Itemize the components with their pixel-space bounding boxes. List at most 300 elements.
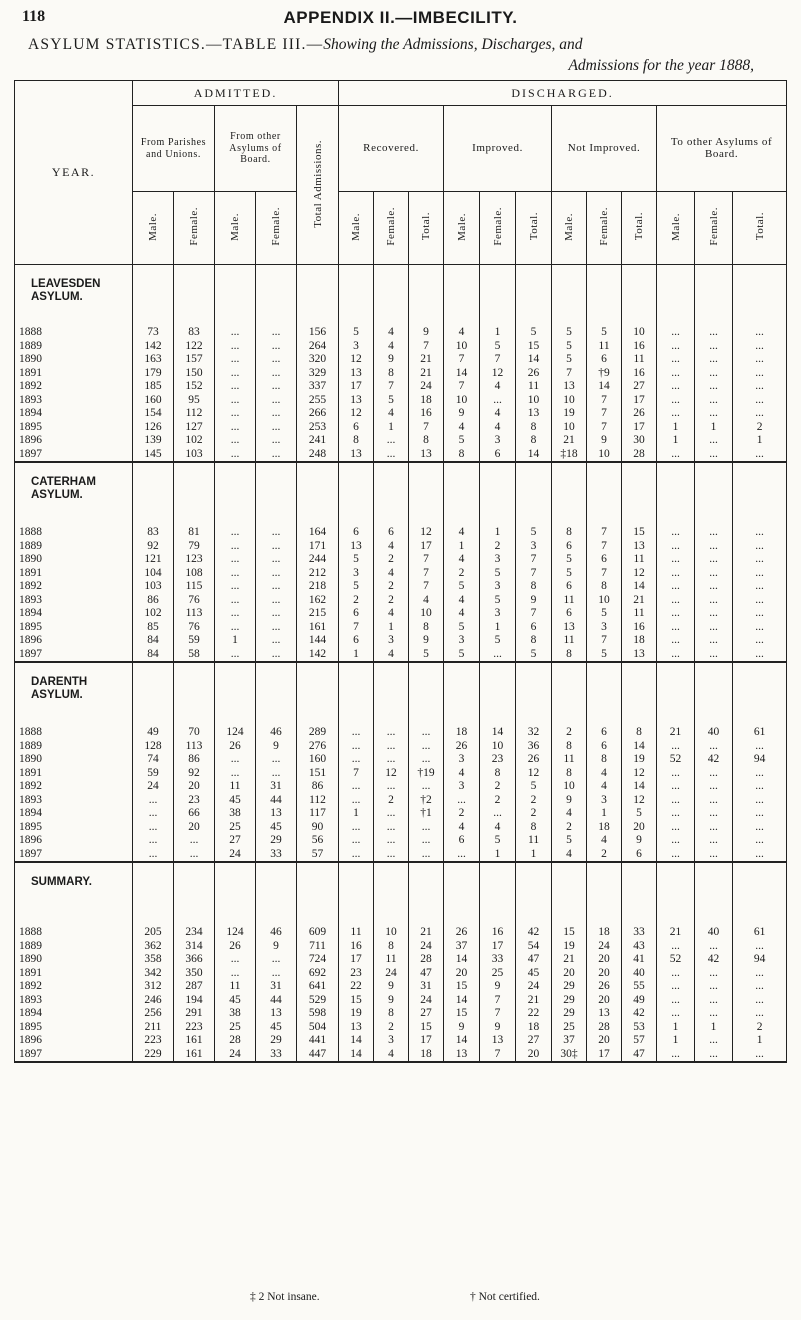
table-row	[15, 1048, 787, 1063]
value-cell: 20	[587, 994, 622, 1008]
value-cell: 56	[297, 834, 339, 848]
value-cell: 291	[174, 1007, 215, 1021]
value-cell: 11	[552, 634, 587, 648]
value-cell: ...	[657, 848, 695, 863]
value-cell: 171	[297, 540, 339, 554]
value-cell: ...	[133, 834, 174, 848]
table-row	[15, 367, 787, 381]
value-cell: 53	[622, 1021, 657, 1035]
value-cell: 11	[374, 953, 409, 967]
value-cell: 162	[297, 594, 339, 608]
empty-cell	[133, 462, 174, 526]
value-cell: 7	[587, 407, 622, 421]
value-cell: 31	[409, 980, 444, 994]
value-cell: 42	[516, 926, 552, 940]
value-cell: 1	[480, 848, 516, 863]
value-cell: 145	[133, 448, 174, 463]
empty-cell	[444, 862, 480, 926]
value-cell: ...	[256, 421, 297, 435]
value-cell: 2	[587, 848, 622, 863]
value-cell: 13	[339, 448, 374, 463]
table-row	[15, 940, 787, 954]
value-cell: ...	[215, 340, 256, 354]
value-cell: 5	[516, 326, 552, 340]
empty-cell	[174, 462, 215, 526]
value-cell: 13	[339, 1021, 374, 1035]
to-other-asylums-header: To other Asylums of Board.	[657, 106, 787, 192]
value-cell: 124	[215, 726, 256, 740]
value-cell: 14	[444, 1034, 480, 1048]
value-cell: ...	[657, 367, 695, 381]
value-cell: 156	[297, 326, 339, 340]
female-header: Female.	[480, 192, 516, 265]
value-cell: 4	[480, 407, 516, 421]
value-cell: ...	[695, 834, 733, 848]
value-cell: ...	[215, 421, 256, 435]
empty-cell	[622, 265, 657, 327]
table-row	[15, 740, 787, 754]
value-cell: 5	[552, 834, 587, 848]
value-cell: ...	[733, 1007, 787, 1021]
value-cell: 12	[516, 767, 552, 781]
empty-cell	[552, 265, 587, 327]
value-cell: ...	[695, 448, 733, 463]
value-cell: 1	[657, 421, 695, 435]
value-cell: 55	[622, 980, 657, 994]
year-cell: 1889	[15, 540, 133, 554]
value-cell: 18	[444, 726, 480, 740]
table-row	[15, 848, 787, 863]
empty-cell	[516, 662, 552, 726]
value-cell: 45	[215, 994, 256, 1008]
value-cell: 179	[133, 367, 174, 381]
value-cell: ...	[215, 580, 256, 594]
value-cell: 161	[174, 1048, 215, 1063]
value-cell: 11	[622, 353, 657, 367]
value-cell: ...	[409, 740, 444, 754]
total-admissions-header: Total Admissions.	[297, 106, 339, 265]
value-cell: ...	[657, 1048, 695, 1063]
value-cell: 4	[374, 567, 409, 581]
empty-cell	[256, 265, 297, 327]
value-cell: 5	[374, 394, 409, 408]
value-cell: ...	[339, 726, 374, 740]
value-cell: ...	[695, 407, 733, 421]
value-cell: ...	[256, 394, 297, 408]
value-cell: ...	[409, 726, 444, 740]
value-cell: 6	[587, 740, 622, 754]
value-cell: 5	[587, 326, 622, 340]
year-cell: 1888	[15, 326, 133, 340]
value-cell: 2	[374, 553, 409, 567]
value-cell: 46	[256, 726, 297, 740]
table-row	[15, 794, 787, 808]
year-cell: 1893	[15, 594, 133, 608]
value-cell: ...	[695, 967, 733, 981]
value-cell: 12	[622, 794, 657, 808]
asylum-statistics-table	[14, 80, 787, 1063]
value-cell: ...	[174, 848, 215, 863]
empty-cell	[480, 662, 516, 726]
value-cell: ...	[215, 753, 256, 767]
value-cell: 103	[174, 448, 215, 463]
value-cell: 11	[587, 340, 622, 354]
value-cell: 8	[587, 580, 622, 594]
male-header: Male.	[552, 192, 587, 265]
table-row	[15, 380, 787, 394]
value-cell: 16	[622, 367, 657, 381]
section-label: DARENTH ASYLUM.	[15, 662, 133, 726]
value-cell: ...	[256, 594, 297, 608]
value-cell: 20	[587, 1034, 622, 1048]
value-cell: ...	[256, 326, 297, 340]
value-cell: 18	[409, 1048, 444, 1063]
value-cell: 1	[657, 434, 695, 448]
value-cell: 4	[374, 607, 409, 621]
value-cell: 366	[174, 953, 215, 967]
value-cell: ...	[657, 821, 695, 835]
value-cell: 25	[480, 967, 516, 981]
value-cell: 5	[339, 580, 374, 594]
value-cell: 24	[409, 380, 444, 394]
value-cell: †9	[587, 367, 622, 381]
value-cell: 9	[552, 794, 587, 808]
value-cell: 18	[622, 634, 657, 648]
value-cell: 9	[256, 740, 297, 754]
table-row	[15, 526, 787, 540]
value-cell: 4	[587, 780, 622, 794]
value-cell: ...	[695, 621, 733, 635]
value-cell: 47	[409, 967, 444, 981]
value-cell: 45	[256, 821, 297, 835]
value-cell: 44	[256, 794, 297, 808]
year-cell: 1896	[15, 634, 133, 648]
value-cell: ...	[657, 448, 695, 463]
value-cell: 8	[552, 767, 587, 781]
value-cell: ...	[695, 980, 733, 994]
value-cell: ...	[657, 526, 695, 540]
table-row	[15, 326, 787, 340]
value-cell: 54	[516, 940, 552, 954]
empty-cell	[657, 862, 695, 926]
value-cell: 11	[552, 753, 587, 767]
value-cell: 16	[622, 340, 657, 354]
value-cell: ...	[256, 634, 297, 648]
value-cell: 5	[552, 326, 587, 340]
year-cell: 1893	[15, 794, 133, 808]
empty-cell	[552, 862, 587, 926]
value-cell: 4	[444, 326, 480, 340]
value-cell: ...	[256, 407, 297, 421]
value-cell: 38	[215, 1007, 256, 1021]
value-cell: 7	[587, 421, 622, 435]
value-cell: 26	[444, 740, 480, 754]
year-cell: 1894	[15, 607, 133, 621]
value-cell: 27	[516, 1034, 552, 1048]
value-cell: 5	[480, 567, 516, 581]
value-cell: 10	[444, 394, 480, 408]
value-cell: 124	[215, 926, 256, 940]
value-cell: ...	[733, 407, 787, 421]
value-cell: 121	[133, 553, 174, 567]
value-cell: ...	[657, 353, 695, 367]
value-cell: 12	[409, 526, 444, 540]
value-cell: 83	[174, 326, 215, 340]
value-cell: 84	[133, 634, 174, 648]
value-cell: ...	[657, 553, 695, 567]
value-cell: 15	[516, 340, 552, 354]
value-cell: 29	[552, 994, 587, 1008]
value-cell: 37	[552, 1034, 587, 1048]
value-cell: ...	[695, 767, 733, 781]
value-cell: 350	[174, 967, 215, 981]
value-cell: 20	[174, 780, 215, 794]
value-cell: ...	[733, 567, 787, 581]
value-cell: ...	[409, 753, 444, 767]
value-cell: 244	[297, 553, 339, 567]
value-cell: 9	[374, 980, 409, 994]
value-cell: 95	[174, 394, 215, 408]
value-cell: ...	[215, 326, 256, 340]
value-cell: ...	[256, 434, 297, 448]
value-cell: ...	[657, 567, 695, 581]
year-cell: 1894	[15, 807, 133, 821]
value-cell: ...	[695, 794, 733, 808]
value-cell: 16	[409, 407, 444, 421]
value-cell: 5	[516, 648, 552, 663]
table-row	[15, 580, 787, 594]
value-cell: 24	[516, 980, 552, 994]
section-label: SUMMARY.	[15, 862, 133, 926]
value-cell: 205	[133, 926, 174, 940]
value-cell: 9	[409, 326, 444, 340]
value-cell: ...	[374, 821, 409, 835]
empty-cell	[657, 265, 695, 327]
empty-cell	[409, 862, 444, 926]
value-cell: 289	[297, 726, 339, 740]
value-cell: 2	[374, 580, 409, 594]
value-cell: 4	[374, 340, 409, 354]
empty-cell	[657, 662, 695, 726]
value-cell: 2	[374, 1021, 409, 1035]
value-cell: 8	[516, 821, 552, 835]
value-cell: 108	[174, 567, 215, 581]
empty-cell	[409, 662, 444, 726]
value-cell: 13	[516, 407, 552, 421]
value-cell: ...	[733, 980, 787, 994]
value-cell: 7	[587, 634, 622, 648]
year-cell: 1897	[15, 648, 133, 663]
value-cell: ...	[133, 794, 174, 808]
value-cell: ...	[657, 607, 695, 621]
value-cell: 7	[480, 353, 516, 367]
value-cell: 504	[297, 1021, 339, 1035]
value-cell: ...	[256, 753, 297, 767]
table-row	[15, 448, 787, 463]
value-cell: 128	[133, 740, 174, 754]
total-header: Total.	[516, 192, 552, 265]
empty-cell	[339, 862, 374, 926]
value-cell: ‡18	[552, 448, 587, 463]
section-label: LEAVESDEN ASYLUM.	[15, 265, 133, 327]
value-cell: ...	[215, 380, 256, 394]
value-cell: 2	[516, 794, 552, 808]
value-cell: ...	[657, 980, 695, 994]
value-cell: ...	[339, 794, 374, 808]
admitted-header: ADMITTED.	[133, 81, 339, 106]
value-cell: 337	[297, 380, 339, 394]
empty-cell	[133, 265, 174, 327]
value-cell: 21	[657, 726, 695, 740]
value-cell: ...	[374, 780, 409, 794]
female-header: Female.	[587, 192, 622, 265]
value-cell: 11	[215, 780, 256, 794]
value-cell: 15	[339, 994, 374, 1008]
empty-cell	[622, 462, 657, 526]
value-cell: ...	[657, 794, 695, 808]
value-cell: 10	[552, 421, 587, 435]
table-row	[15, 621, 787, 635]
value-cell: 724	[297, 953, 339, 967]
value-cell: 17	[587, 1048, 622, 1063]
value-cell: ...	[657, 834, 695, 848]
value-cell: 7	[409, 421, 444, 435]
value-cell: 13	[339, 394, 374, 408]
value-cell: 11	[339, 926, 374, 940]
empty-cell	[552, 462, 587, 526]
value-cell: 13	[480, 1034, 516, 1048]
value-cell: 17	[339, 380, 374, 394]
value-cell: 6	[339, 421, 374, 435]
value-cell: 3	[480, 580, 516, 594]
value-cell: 86	[174, 753, 215, 767]
table-row	[15, 926, 787, 940]
value-cell: 24	[409, 994, 444, 1008]
value-cell: ...	[733, 621, 787, 635]
value-cell: 441	[297, 1034, 339, 1048]
value-cell: ...	[733, 834, 787, 848]
empty-cell	[409, 462, 444, 526]
value-cell: 90	[297, 821, 339, 835]
value-cell: 264	[297, 340, 339, 354]
value-cell: ...	[256, 967, 297, 981]
value-cell: 44	[256, 994, 297, 1008]
value-cell: 28	[587, 1021, 622, 1035]
value-cell: 5	[409, 648, 444, 663]
value-cell: ...	[256, 448, 297, 463]
value-cell: 17	[622, 394, 657, 408]
value-cell: 218	[297, 580, 339, 594]
empty-cell	[174, 862, 215, 926]
value-cell: ...	[133, 821, 174, 835]
value-cell: 5	[444, 648, 480, 663]
value-cell: 5	[516, 526, 552, 540]
year-cell: 1890	[15, 753, 133, 767]
value-cell: 86	[133, 594, 174, 608]
table-row	[15, 807, 787, 821]
value-cell: 6	[339, 526, 374, 540]
empty-cell	[695, 265, 733, 327]
value-cell: 1	[516, 848, 552, 863]
value-cell: 10	[552, 394, 587, 408]
value-cell: 126	[133, 421, 174, 435]
value-cell: 7	[587, 394, 622, 408]
value-cell: 255	[297, 394, 339, 408]
value-cell: 30	[622, 434, 657, 448]
value-cell: 16	[339, 940, 374, 954]
value-cell: ...	[256, 648, 297, 663]
value-cell: ...	[695, 940, 733, 954]
value-cell: 7	[409, 567, 444, 581]
total-header: Total.	[622, 192, 657, 265]
value-cell: †19	[409, 767, 444, 781]
value-cell: 14	[516, 353, 552, 367]
value-cell: 28	[215, 1034, 256, 1048]
empty-cell	[215, 662, 256, 726]
value-cell: ...	[657, 967, 695, 981]
value-cell: 47	[622, 1048, 657, 1063]
value-cell: 151	[297, 767, 339, 781]
value-cell: 8	[552, 526, 587, 540]
value-cell: 27	[215, 834, 256, 848]
value-cell: 4	[444, 594, 480, 608]
value-cell: ...	[733, 940, 787, 954]
value-cell: ...	[215, 367, 256, 381]
value-cell: 122	[174, 340, 215, 354]
footnotes	[0, 1291, 801, 1309]
value-cell: 2	[444, 567, 480, 581]
value-cell: ...	[215, 967, 256, 981]
value-cell: 12	[339, 407, 374, 421]
value-cell: ...	[733, 367, 787, 381]
value-cell: ...	[374, 807, 409, 821]
value-cell: 9	[444, 407, 480, 421]
year-cell: 1894	[15, 407, 133, 421]
footnote-not-certified: † Not certified.	[470, 1291, 540, 1303]
value-cell: ...	[215, 567, 256, 581]
table-title	[28, 34, 788, 76]
year-cell: 1895	[15, 1021, 133, 1035]
value-cell: 5	[552, 553, 587, 567]
year-cell: 1889	[15, 940, 133, 954]
value-cell: 329	[297, 367, 339, 381]
value-cell: 9	[622, 834, 657, 848]
recovered-header: Recovered.	[339, 106, 444, 192]
value-cell: 161	[174, 1034, 215, 1048]
value-cell: ...	[256, 607, 297, 621]
value-cell: 2	[552, 726, 587, 740]
empty-cell	[480, 265, 516, 327]
value-cell: ...	[657, 540, 695, 554]
value-cell: 19	[622, 753, 657, 767]
value-cell: 2	[480, 540, 516, 554]
value-cell: 256	[133, 1007, 174, 1021]
value-cell: 9	[444, 1021, 480, 1035]
value-cell: 5	[480, 634, 516, 648]
empty-cell	[695, 662, 733, 726]
empty-cell	[587, 662, 622, 726]
value-cell: 45	[256, 1021, 297, 1035]
footnote-not-insane: ‡ 2 Not insane.	[250, 1291, 320, 1303]
value-cell: ...	[256, 353, 297, 367]
empty-cell	[733, 662, 787, 726]
value-cell: 42	[695, 953, 733, 967]
value-cell: 40	[695, 726, 733, 740]
empty-cell	[174, 265, 215, 327]
empty-cell	[339, 265, 374, 327]
value-cell: 38	[215, 807, 256, 821]
year-cell: 1895	[15, 821, 133, 835]
